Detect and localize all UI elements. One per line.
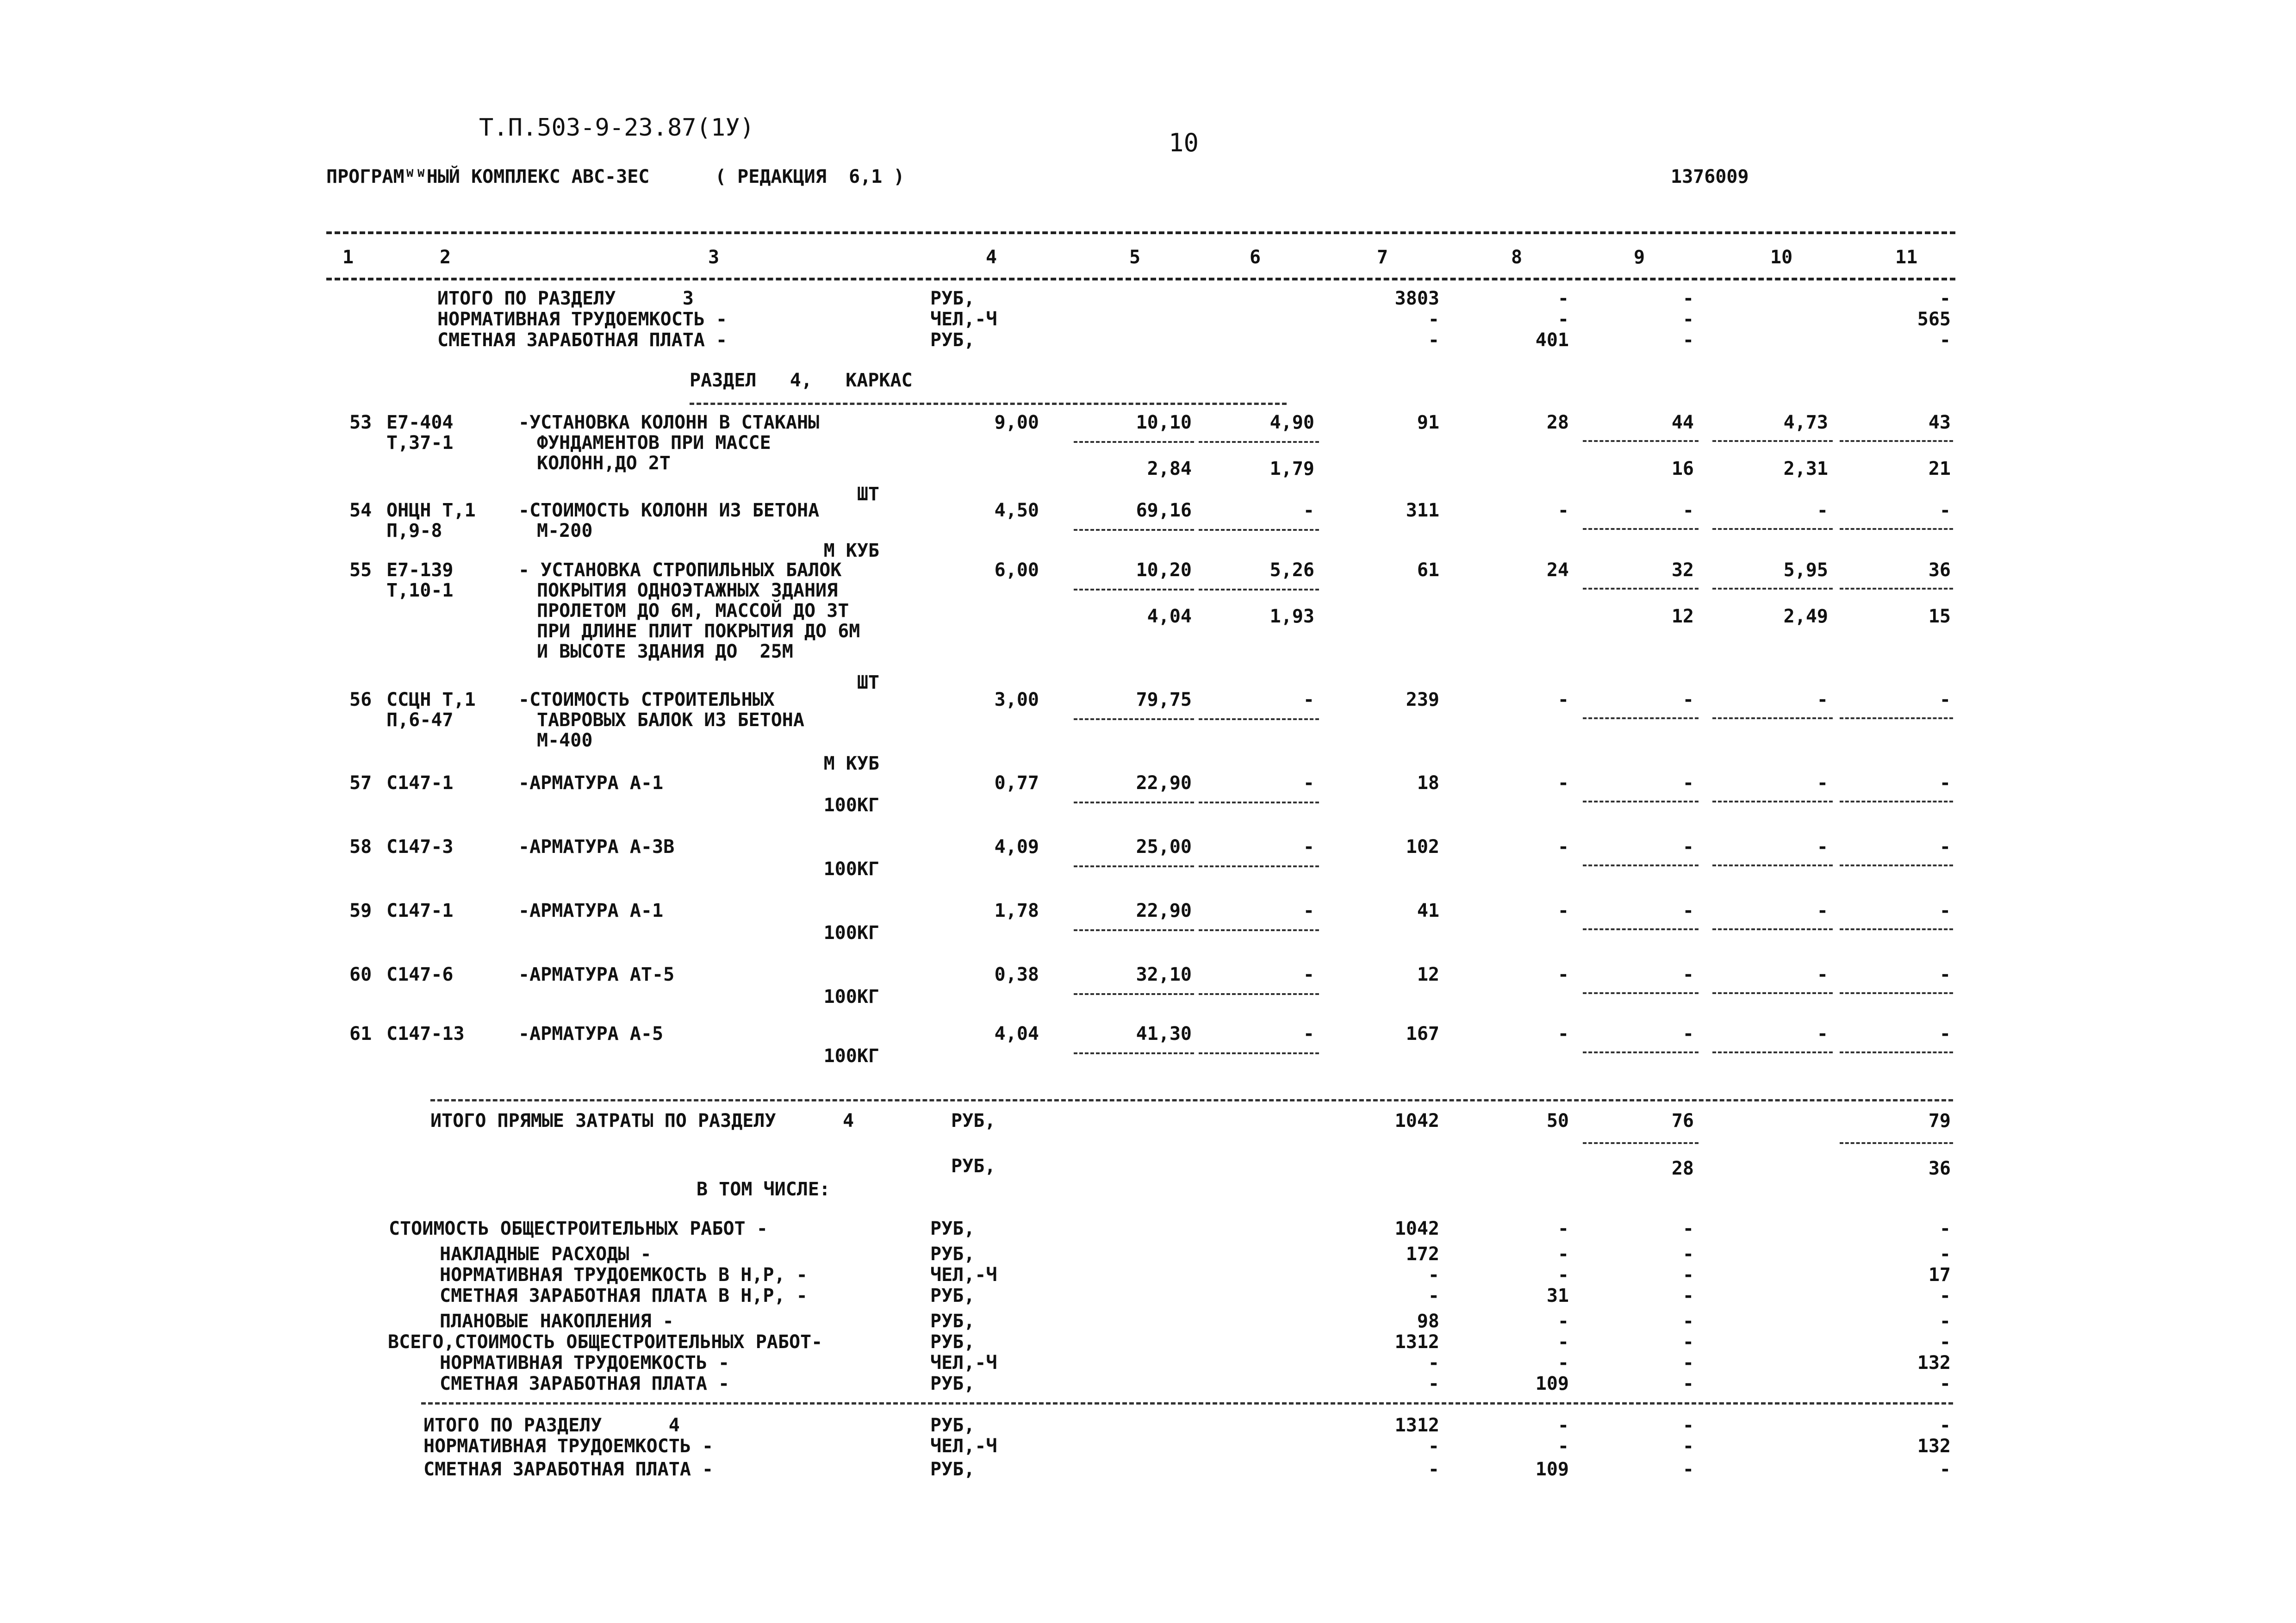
section3-total-c8: -	[1557, 288, 1569, 309]
direct-total-c7: 1042	[1394, 1110, 1439, 1132]
summary-unit: РУБ,	[930, 1331, 975, 1353]
summary-label: НОРМАТИВНАЯ ТРУДОЕМКОСТЬ В Н,Р, -	[440, 1264, 808, 1286]
row-code: ОНЦН Т,1	[386, 500, 476, 521]
row-value-c11: -	[1939, 689, 1951, 710]
summary-unit: РУБ,	[930, 1311, 975, 1332]
row-rule-c9	[1583, 528, 1699, 530]
row-rule-c10	[1712, 928, 1833, 930]
row-value-c7: 41	[1417, 900, 1439, 921]
row-value-c9-wage: 12	[1671, 606, 1694, 627]
row-value-c8: 28	[1546, 412, 1569, 433]
summary-c11: -	[1939, 1311, 1951, 1332]
section3-total-label: СМЕТНАЯ ЗАРАБОТНАЯ ПЛАТА -	[437, 330, 728, 351]
document-id: 1376009	[1671, 166, 1749, 187]
row-value-c5: 69,16	[1136, 500, 1192, 521]
row-value-c5-wage: 2,84	[1147, 458, 1192, 479]
row-value-c11: -	[1939, 500, 1951, 521]
row-name-line: ПРИ ДЛИНЕ ПЛИТ ПОКРЫТИЯ ДО 6М	[537, 621, 860, 642]
section4-total-c11: 132	[1917, 1436, 1951, 1457]
row-rule-c6	[1199, 929, 1319, 931]
row-value-c6: -	[1303, 836, 1314, 858]
summary-unit: РУБ,	[930, 1373, 975, 1394]
row-value-c4: 3,00	[994, 689, 1039, 710]
row-rule-c6	[1199, 802, 1319, 803]
row-name-line: -АРМАТУРА АТ-5	[518, 964, 675, 985]
row-rule-c9	[1583, 928, 1699, 930]
summary-c7: 1312	[1394, 1331, 1439, 1353]
summary-c11: -	[1939, 1331, 1951, 1353]
summary-c9: -	[1682, 1285, 1694, 1306]
column-header-11: 11	[1895, 247, 1918, 268]
section3-total-label: ИТОГО ПО РАЗДЕЛУ 3	[437, 288, 694, 309]
row-value-c5: 32,10	[1136, 964, 1192, 985]
row-rule-c10	[1712, 801, 1833, 802]
summary-c11: -	[1939, 1285, 1951, 1306]
row-value-c7: 18	[1417, 772, 1439, 794]
row-unit: 100КГ	[823, 858, 879, 880]
section3-total-c11: -	[1939, 288, 1951, 309]
summary-c8: -	[1557, 1311, 1569, 1332]
row-rule-c9	[1583, 588, 1699, 590]
section4-total-c7: -	[1428, 1459, 1439, 1480]
row-name-line: ПОКРЫТИЯ ОДНОЭТАЖНЫХ ЗДАНИЯ	[537, 580, 838, 601]
row-value-c4: 0,77	[994, 772, 1039, 794]
row-rule-c11	[1840, 588, 1953, 590]
summary-c9: -	[1682, 1373, 1694, 1394]
direct-total-unit: РУБ,	[951, 1110, 996, 1132]
summary-label: СМЕТНАЯ ЗАРАБОТНАЯ ПЛАТА В Н,Р, -	[440, 1285, 808, 1306]
summary-c8: -	[1557, 1264, 1569, 1286]
row-value-c6: -	[1303, 964, 1314, 985]
section4-total-c9: -	[1682, 1415, 1694, 1436]
direct-total-rule-c11	[1840, 1142, 1953, 1144]
column-header-10: 10	[1770, 247, 1793, 268]
section3-total-c9: -	[1682, 309, 1694, 330]
page-number: 10	[1169, 128, 1199, 157]
row-value-c9: 32	[1671, 560, 1694, 581]
row-code: Е7-404	[386, 412, 454, 433]
row-value-c9: -	[1682, 900, 1694, 921]
row-value-c9: -	[1682, 836, 1694, 858]
summary-c7: 172	[1406, 1244, 1439, 1265]
summary-label: СТОИМОСТЬ ОБЩЕСТРОИТЕЛЬНЫХ РАБОТ -	[389, 1218, 768, 1239]
row-unit: М КУБ	[823, 540, 879, 561]
row-value-c6: -	[1303, 500, 1314, 521]
row-name-line: И ВЫСОТЕ ЗДАНИЯ ДО 25М	[537, 641, 793, 662]
section3-total-c7: -	[1428, 330, 1439, 351]
row-value-c9: -	[1682, 964, 1694, 985]
row-value-c9: -	[1682, 1023, 1694, 1045]
row-rule-c9	[1583, 992, 1699, 994]
row-unit: ШТ	[857, 672, 879, 693]
row-value-c5: 79,75	[1136, 689, 1192, 710]
row-value-c10-wage: 2,31	[1783, 458, 1828, 479]
summary-c8: -	[1557, 1331, 1569, 1353]
row-rule-c10	[1712, 717, 1833, 719]
row-number: 57	[349, 772, 372, 794]
direct-total-c9: 76	[1671, 1110, 1694, 1132]
program-edition: ( РЕДАКЦИЯ 6,1 )	[715, 166, 905, 187]
column-header-8: 8	[1511, 247, 1523, 268]
section-title-underline	[690, 403, 1287, 405]
row-rule-c6	[1199, 441, 1319, 443]
summary-c9: -	[1682, 1311, 1694, 1332]
row-value-c6: -	[1303, 772, 1314, 794]
row-rule-c11	[1840, 717, 1953, 719]
row-value-c4: 4,50	[994, 500, 1039, 521]
row-value-c11: -	[1939, 772, 1951, 794]
column-header-6: 6	[1250, 247, 1261, 268]
row-value-c11: 43	[1928, 412, 1951, 433]
row-name-line: -АРМАТУРА А-3В	[518, 836, 675, 858]
row-rule-c10	[1712, 864, 1833, 866]
program-name: ПРОГРАМᵂᵂНЫЙ КОМПЛЕКС АВС-ЗЕС	[326, 166, 650, 187]
direct-total-rule-c9	[1583, 1142, 1699, 1144]
column-header-2: 2	[440, 247, 451, 268]
row-rule-c6	[1199, 529, 1319, 531]
row-value-c7: 102	[1406, 836, 1439, 858]
summary-unit: РУБ,	[930, 1218, 975, 1239]
row-rule-c10	[1712, 528, 1833, 530]
section3-total-unit: ЧЕЛ,-Ч	[930, 309, 997, 330]
summary-c7: 1042	[1394, 1218, 1439, 1239]
section3-total-c7: 3803	[1394, 288, 1439, 309]
row-value-c10: -	[1817, 772, 1828, 794]
row-value-c7: 311	[1406, 500, 1439, 521]
row-rule-c6	[1199, 993, 1319, 995]
section4-total-c8: -	[1557, 1415, 1569, 1436]
row-name-line: -АРМАТУРА А-1	[518, 772, 664, 794]
section3-total-c7: -	[1428, 309, 1439, 330]
section4-total-label: НОРМАТИВНАЯ ТРУДОЕМКОСТЬ -	[423, 1436, 714, 1457]
row-number: 55	[349, 560, 372, 581]
direct-total-unit-2: РУБ,	[951, 1156, 996, 1177]
row-rule-c11	[1840, 928, 1953, 930]
row-unit: 100КГ	[823, 1045, 879, 1067]
row-unit: 100КГ	[823, 986, 879, 1007]
row-value-c5: 25,00	[1136, 836, 1192, 858]
column-header-5: 5	[1129, 247, 1141, 268]
row-code: С147-3	[386, 836, 454, 858]
summary-c7: -	[1428, 1352, 1439, 1374]
section-total-rule	[421, 1402, 1953, 1405]
row-value-c5: 22,90	[1136, 900, 1192, 921]
row-value-c8: -	[1557, 900, 1569, 921]
row-value-c10: 5,95	[1783, 560, 1828, 581]
row-rule-c6	[1199, 1052, 1319, 1054]
section4-total-c9: -	[1682, 1436, 1694, 1457]
row-rule-c11	[1840, 992, 1953, 994]
column-header-1: 1	[342, 247, 354, 268]
row-value-c9: 44	[1671, 412, 1694, 433]
row-value-c6: 4,90	[1269, 412, 1314, 433]
row-value-c6: -	[1303, 689, 1314, 710]
in-that-number-label: В ТОМ ЧИСЛЕ:	[697, 1179, 830, 1200]
row-rule-c9	[1583, 717, 1699, 719]
row-value-c5: 22,90	[1136, 772, 1192, 794]
row-value-c11-wage: 21	[1928, 458, 1951, 479]
section3-total-c11: -	[1939, 330, 1951, 351]
row-rule-c6	[1199, 589, 1319, 591]
row-value-c4: 6,00	[994, 560, 1039, 581]
summary-label: СМЕТНАЯ ЗАРАБОТНАЯ ПЛАТА -	[440, 1373, 730, 1394]
row-value-c6-wage: 1,93	[1269, 606, 1314, 627]
row-rule-c9	[1583, 864, 1699, 866]
row-unit: 100КГ	[823, 795, 879, 816]
section3-total-c11: 565	[1917, 309, 1951, 330]
summary-c9: -	[1682, 1244, 1694, 1265]
row-code: С147-6	[386, 964, 454, 985]
row-value-c4: 9,00	[994, 412, 1039, 433]
summary-unit: РУБ,	[930, 1244, 975, 1265]
summary-c8: 31	[1546, 1285, 1569, 1306]
section4-total-c7: -	[1428, 1436, 1439, 1457]
row-number: 54	[349, 500, 372, 521]
section4-total-unit: ЧЕЛ,-Ч	[930, 1436, 997, 1457]
row-rule-c11	[1840, 864, 1953, 866]
row-unit: 100КГ	[823, 922, 879, 944]
column-header-4: 4	[986, 247, 997, 268]
summary-label: НОРМАТИВНАЯ ТРУДОЕМКОСТЬ -	[440, 1352, 730, 1374]
row-value-c5: 10,10	[1136, 412, 1192, 433]
direct-total-c9-wage: 28	[1671, 1158, 1694, 1179]
summary-label: НАКЛАДНЫЕ РАСХОДЫ -	[440, 1244, 652, 1265]
section4-total-c8: 109	[1535, 1459, 1569, 1480]
row-value-c10: -	[1817, 689, 1828, 710]
direct-total-label: ИТОГО ПРЯМЫЕ ЗАТРАТЫ ПО РАЗДЕЛУ 4	[430, 1110, 854, 1132]
summary-c8: -	[1557, 1218, 1569, 1239]
section-title: РАЗДЕЛ 4, КАРКАС	[690, 370, 913, 391]
document-code: Т.П.503-9-23.87(1У)	[479, 114, 754, 142]
row-number: 59	[349, 900, 372, 921]
row-rule-c5	[1074, 529, 1194, 531]
summary-c8: -	[1557, 1352, 1569, 1374]
summary-c9: -	[1682, 1264, 1694, 1286]
header-rule-top	[326, 231, 1955, 234]
row-value-c9: -	[1682, 689, 1694, 710]
row-rule-c5	[1074, 865, 1194, 867]
row-value-c6: -	[1303, 900, 1314, 921]
direct-total-rule	[430, 1099, 1953, 1101]
section3-total-c9: -	[1682, 288, 1694, 309]
row-code: ССЦН Т,1	[386, 689, 476, 710]
section3-total-unit: РУБ,	[930, 288, 975, 309]
row-value-c10-wage: 2,49	[1783, 606, 1828, 627]
row-value-c10: -	[1817, 500, 1828, 521]
section4-total-label: СМЕТНАЯ ЗАРАБОТНАЯ ПЛАТА -	[423, 1459, 714, 1480]
column-header-3: 3	[708, 247, 720, 268]
row-rule-c9	[1583, 440, 1699, 442]
row-rule-c6	[1199, 865, 1319, 867]
row-rule-c5	[1074, 929, 1194, 931]
section3-total-c9: -	[1682, 330, 1694, 351]
section4-total-unit: РУБ,	[930, 1459, 975, 1480]
summary-c11: -	[1939, 1244, 1951, 1265]
row-value-c11: -	[1939, 900, 1951, 921]
direct-total-c11-wage: 36	[1928, 1158, 1951, 1179]
row-value-c8: 24	[1546, 560, 1569, 581]
row-value-c5-wage: 4,04	[1147, 606, 1192, 627]
row-name-line: ФУНДАМЕНТОВ ПРИ МАССЕ	[537, 432, 771, 454]
summary-label: ВСЕГО,СТОИМОСТЬ ОБЩЕСТРОИТЕЛЬНЫХ РАБОТ-	[388, 1331, 823, 1353]
section3-total-unit: РУБ,	[930, 330, 975, 351]
section3-total-c8: -	[1557, 309, 1569, 330]
section4-total-label: ИТОГО ПО РАЗДЕЛУ 4	[423, 1415, 680, 1436]
summary-unit: РУБ,	[930, 1285, 975, 1306]
summary-c11: -	[1939, 1373, 1951, 1394]
row-rule-c10	[1712, 1051, 1833, 1053]
row-name-line: -АРМАТУРА А-5	[518, 1023, 664, 1045]
row-value-c10: -	[1817, 1023, 1828, 1045]
direct-total-c8: 50	[1546, 1110, 1569, 1132]
summary-c11: 132	[1917, 1352, 1951, 1374]
row-rule-c11	[1840, 528, 1953, 530]
summary-label: ПЛАНОВЫЕ НАКОПЛЕНИЯ -	[440, 1311, 674, 1332]
row-code: С147-1	[386, 772, 454, 794]
row-rule-c5	[1074, 718, 1194, 720]
row-name-line: ПРОЛЕТОМ ДО 6М, МАССОЙ ДО 3Т	[537, 600, 849, 622]
row-name-line: -СТОИМОСТЬ СТРОИТЕЛЬНЫХ	[518, 689, 775, 710]
row-value-c10: -	[1817, 900, 1828, 921]
row-code: С147-13	[386, 1023, 465, 1045]
direct-total-c11: 79	[1928, 1110, 1951, 1132]
row-value-c10: -	[1817, 964, 1828, 985]
row-rule-c5	[1074, 802, 1194, 803]
row-rule-c5	[1074, 441, 1194, 443]
section4-total-unit: РУБ,	[930, 1415, 975, 1436]
row-name-line: -АРМАТУРА А-1	[518, 900, 664, 921]
row-value-c4: 4,04	[994, 1023, 1039, 1045]
row-unit: М КУБ	[823, 753, 879, 774]
row-code-ref: П,9-8	[386, 520, 442, 541]
row-code-ref: Т,10-1	[386, 580, 454, 601]
row-rule-c10	[1712, 992, 1833, 994]
row-value-c11: -	[1939, 964, 1951, 985]
row-value-c4: 4,09	[994, 836, 1039, 858]
row-value-c9: -	[1682, 772, 1694, 794]
row-name-line: М-400	[537, 730, 593, 751]
row-value-c7: 91	[1417, 412, 1439, 433]
section4-total-c11: -	[1939, 1459, 1951, 1480]
row-number: 60	[349, 964, 372, 985]
row-value-c4: 0,38	[994, 964, 1039, 985]
summary-c8: 109	[1535, 1373, 1569, 1394]
row-value-c6: -	[1303, 1023, 1314, 1045]
summary-c8: -	[1557, 1244, 1569, 1265]
row-number: 56	[349, 689, 372, 710]
row-value-c6: 5,26	[1269, 560, 1314, 581]
summary-c7: -	[1428, 1264, 1439, 1286]
summary-c9: -	[1682, 1352, 1694, 1374]
row-code: Е7-139	[386, 560, 454, 581]
section3-total-label: НОРМАТИВНАЯ ТРУДОЕМКОСТЬ -	[437, 309, 728, 330]
summary-c7: -	[1428, 1373, 1439, 1394]
summary-c11: -	[1939, 1218, 1951, 1239]
row-name-line: КОЛОНН,ДО 2Т	[537, 453, 671, 474]
row-value-c11: -	[1939, 1023, 1951, 1045]
row-rule-c11	[1840, 1051, 1953, 1053]
section4-total-c7: 1312	[1394, 1415, 1439, 1436]
row-value-c8: -	[1557, 500, 1569, 521]
row-value-c7: 239	[1406, 689, 1439, 710]
row-value-c11: -	[1939, 836, 1951, 858]
section4-total-c9: -	[1682, 1459, 1694, 1480]
row-name-line: -СТОИМОСТЬ КОЛОНН ИЗ БЕТОНА	[518, 500, 820, 521]
summary-unit: ЧЕЛ,-Ч	[930, 1352, 997, 1374]
row-rule-c5	[1074, 993, 1194, 995]
row-value-c8: -	[1557, 836, 1569, 858]
row-number: 61	[349, 1023, 372, 1045]
row-value-c8: -	[1557, 964, 1569, 985]
row-name-line: М-200	[537, 520, 593, 541]
row-number: 53	[349, 412, 372, 433]
row-unit: ШТ	[857, 484, 879, 505]
summary-c7: -	[1428, 1285, 1439, 1306]
row-value-c10: 4,73	[1783, 412, 1828, 433]
row-value-c7: 167	[1406, 1023, 1439, 1045]
section3-total-c8: 401	[1535, 330, 1569, 351]
row-value-c5: 41,30	[1136, 1023, 1192, 1045]
row-value-c8: -	[1557, 689, 1569, 710]
row-value-c8: -	[1557, 772, 1569, 794]
summary-unit: ЧЕЛ,-Ч	[930, 1264, 997, 1286]
row-rule-c10	[1712, 588, 1833, 590]
row-value-c8: -	[1557, 1023, 1569, 1045]
row-name-line: - УСТАНОВКА СТРОПИЛЬНЫХ БАЛОК	[518, 560, 842, 581]
summary-c7: 98	[1417, 1311, 1439, 1332]
row-value-c9: -	[1682, 500, 1694, 521]
row-value-c7: 12	[1417, 964, 1439, 985]
row-value-c9-wage: 16	[1671, 458, 1694, 479]
row-rule-c9	[1583, 801, 1699, 802]
row-rule-c5	[1074, 589, 1194, 591]
row-rule-c10	[1712, 440, 1833, 442]
section4-total-c11: -	[1939, 1415, 1951, 1436]
row-value-c7: 61	[1417, 560, 1439, 581]
column-header-9: 9	[1634, 247, 1645, 268]
row-value-c11-wage: 15	[1928, 606, 1951, 627]
row-rule-c11	[1840, 801, 1953, 802]
row-rule-c11	[1840, 440, 1953, 442]
row-value-c5: 10,20	[1136, 560, 1192, 581]
column-header-7: 7	[1377, 247, 1388, 268]
row-code-ref: Т,37-1	[386, 432, 454, 454]
row-rule-c5	[1074, 1052, 1194, 1054]
row-rule-c6	[1199, 718, 1319, 720]
header-rule-bottom	[326, 278, 1955, 280]
summary-c9: -	[1682, 1218, 1694, 1239]
row-code-ref: П,6-47	[386, 709, 454, 731]
row-number: 58	[349, 836, 372, 858]
row-value-c6-wage: 1,79	[1269, 458, 1314, 479]
row-name-line: -УСТАНОВКА КОЛОНН В СТАКАНЫ	[518, 412, 820, 433]
summary-c11: 17	[1928, 1264, 1951, 1286]
row-value-c11: 36	[1928, 560, 1951, 581]
row-value-c10: -	[1817, 836, 1828, 858]
row-value-c4: 1,78	[994, 900, 1039, 921]
summary-c9: -	[1682, 1331, 1694, 1353]
row-code: С147-1	[386, 900, 454, 921]
row-name-line: ТАВРОВЫХ БАЛОК ИЗ БЕТОНА	[537, 709, 804, 731]
section4-total-c8: -	[1557, 1436, 1569, 1457]
row-rule-c9	[1583, 1051, 1699, 1053]
